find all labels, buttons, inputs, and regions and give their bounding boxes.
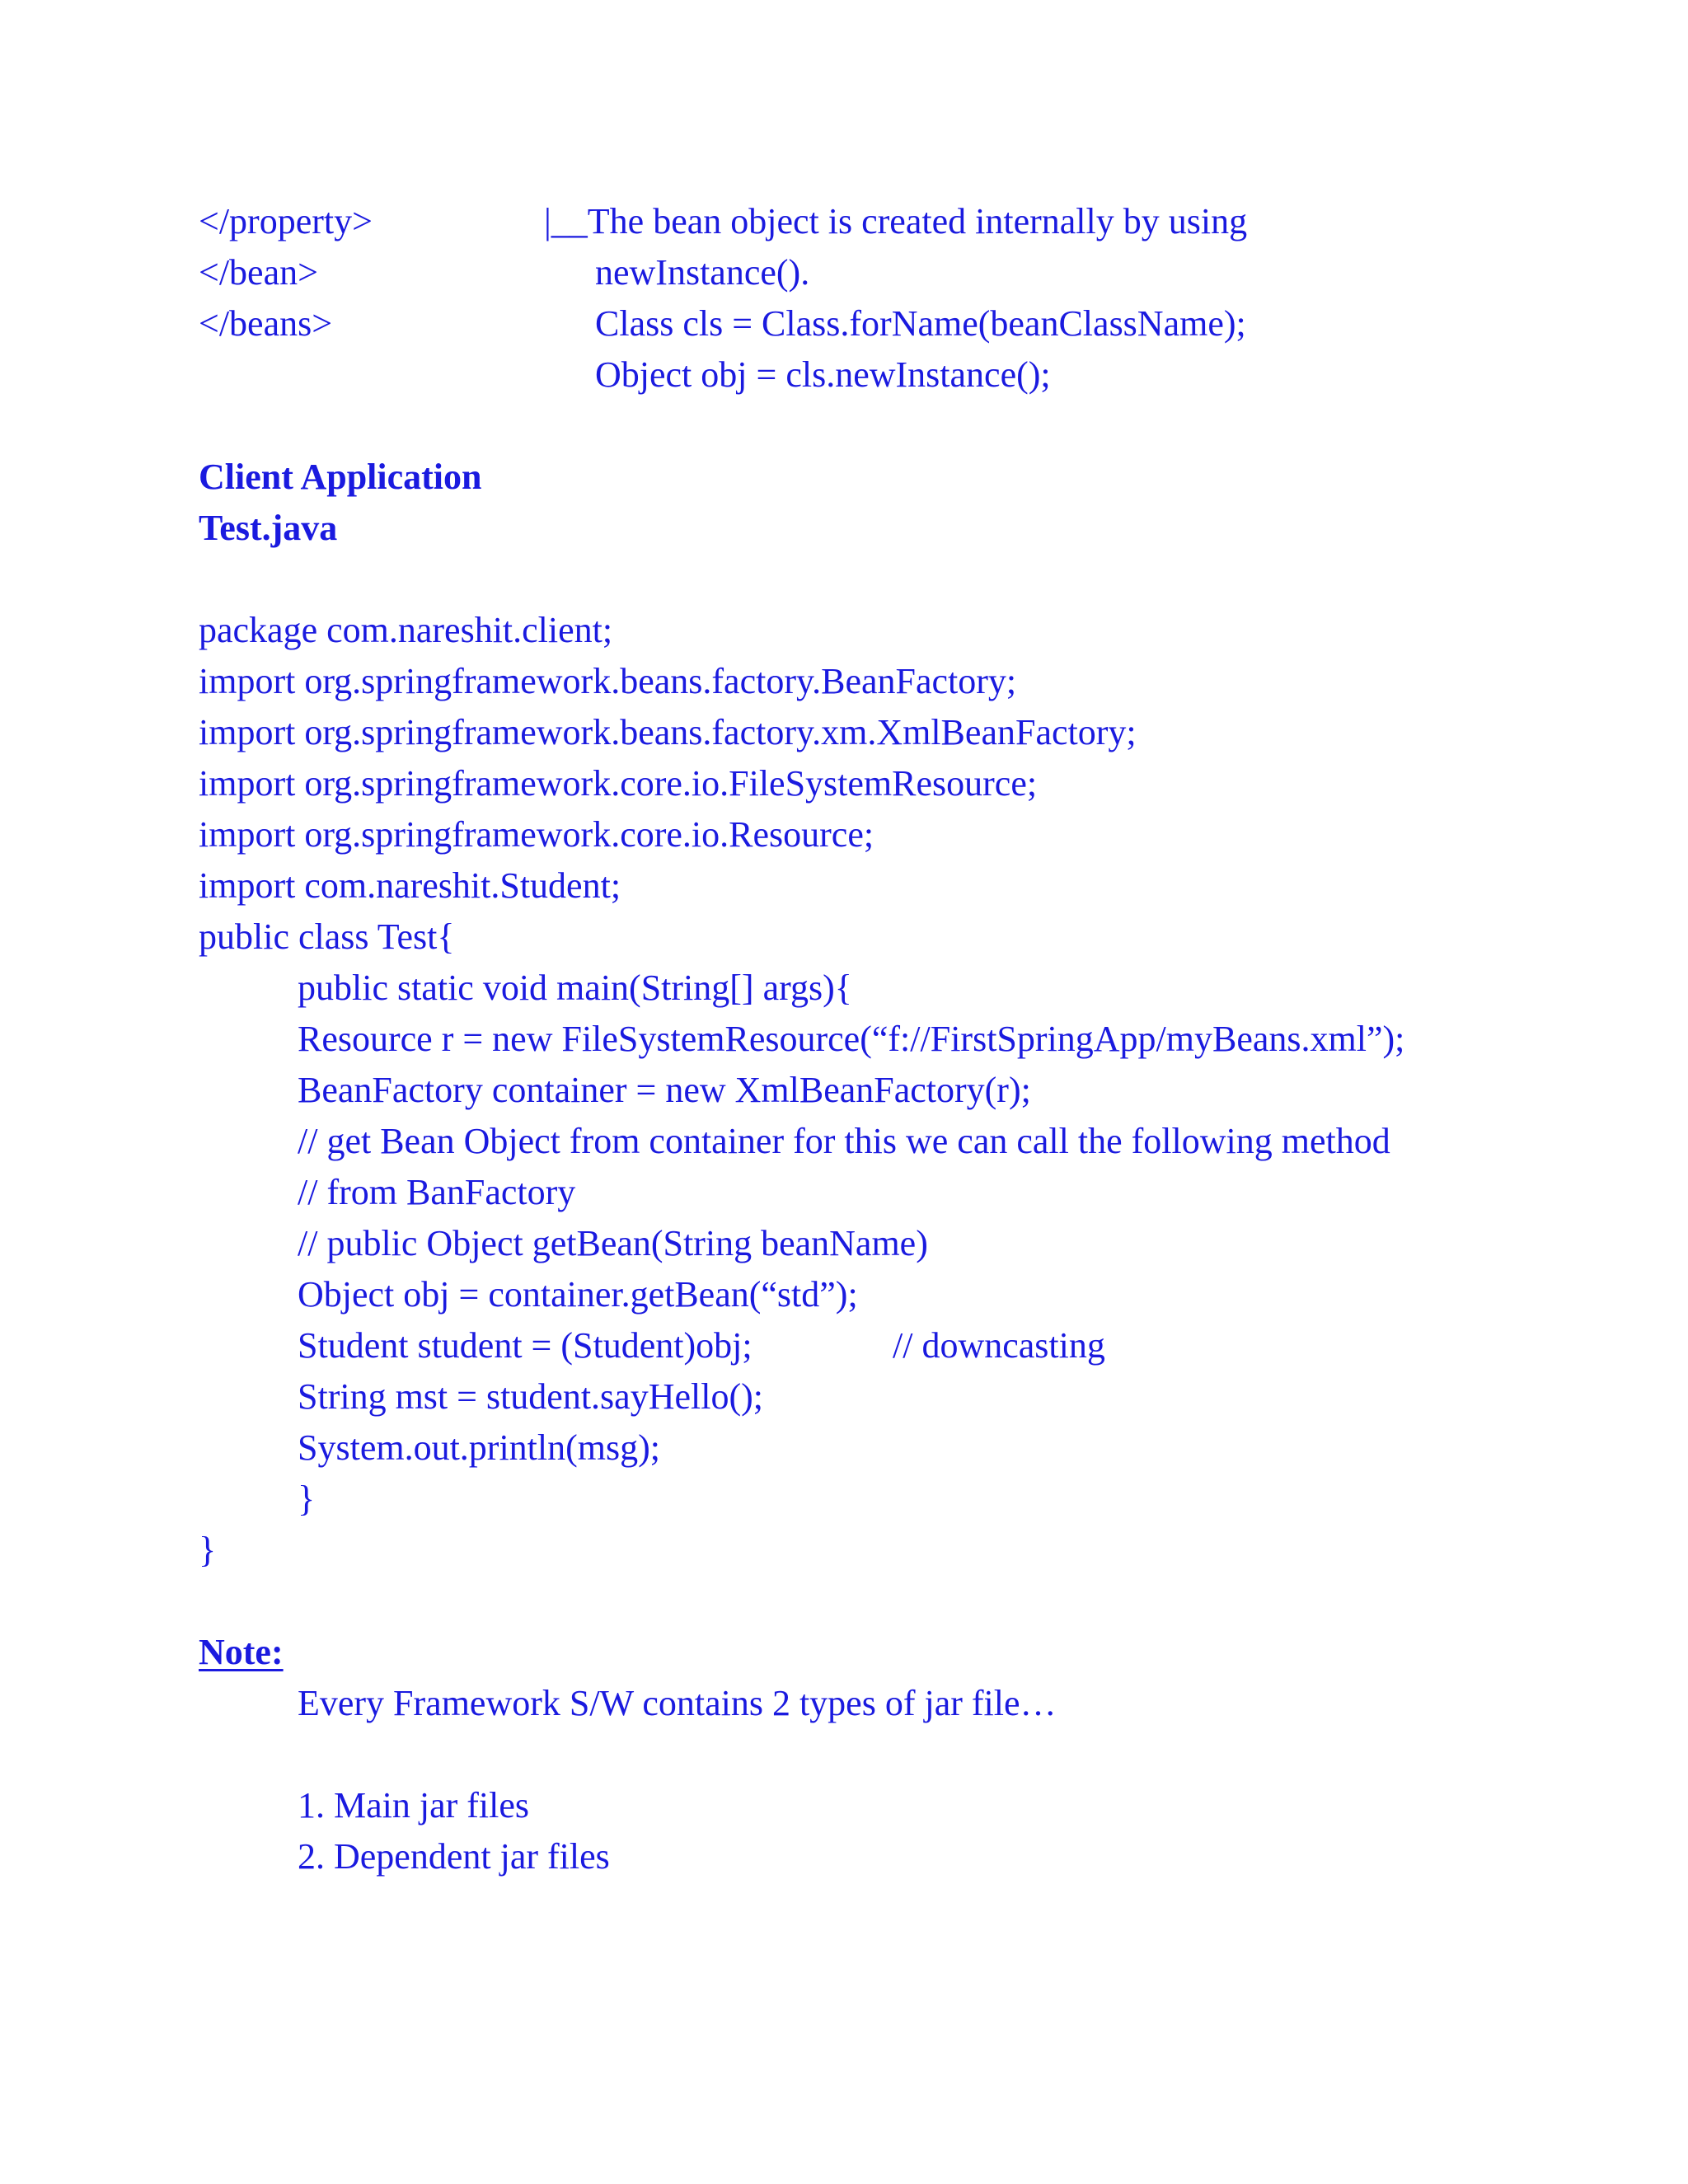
code-line-sayhello: String mst = student.sayHello();: [298, 1376, 763, 1417]
code-line-cast: Student student = (Student)obj;: [298, 1325, 753, 1366]
code-line-class-declaration: public class Test{: [199, 916, 455, 957]
code-line-main-method: public static void main(String[] args){: [298, 968, 852, 1008]
code-line-class-close: }: [199, 1530, 217, 1570]
note-list-item-1: 1. Main jar files: [298, 1785, 530, 1825]
explanation-line-4: Object obj = cls.newInstance();: [595, 354, 1051, 395]
closing-bean-tag: </bean>: [199, 252, 318, 293]
code-line-import-filesystemresource: import org.springframework.core.io.FileSystemResource;: [199, 763, 1038, 804]
note-text: Every Framework S/W contains 2 types of jar file…: [298, 1683, 1057, 1723]
code-comment-1: // get Bean Object from container for this we can call the following method: [298, 1121, 1390, 1161]
closing-beans-tag: </beans>: [199, 303, 333, 344]
note-list-item-2: 2. Dependent jar files: [298, 1836, 610, 1877]
code-line-import-xmlbeanfactory: import org.springframework.beans.factory.xm.XmlBeanFactory;: [199, 712, 1137, 752]
code-line-import-student: import com.nareshit.Student;: [199, 865, 621, 906]
closing-property-tag: </property>: [199, 201, 373, 241]
code-line-package: package com.nareshit.client;: [199, 610, 613, 650]
explanation-line-3: Class cls = Class.forName(beanClassName);: [595, 303, 1246, 344]
code-line-container: BeanFactory container = new XmlBeanFactory(r);: [298, 1070, 1031, 1110]
note-heading: Note:: [199, 1632, 284, 1672]
client-application-heading: Client Application: [199, 457, 482, 497]
code-comment-3: // public Object getBean(String beanName): [298, 1223, 928, 1263]
code-comment-downcasting: // downcasting: [893, 1325, 1105, 1366]
explanation-line-2: newInstance().: [595, 252, 810, 293]
code-line-getbean: Object obj = container.getBean(“std”);: [298, 1274, 858, 1315]
explanation-line-1: |__The bean object is created internally by using: [544, 201, 1248, 241]
code-line-method-close: }: [298, 1479, 316, 1519]
code-line-resource: Resource r = new FileSystemResource(“f://FirstSpringApp/myBeans.xml”);: [298, 1019, 1405, 1059]
filename-heading: Test.java: [199, 508, 338, 548]
code-line-import-beanfactory: import org.springframework.beans.factory.BeanFactory;: [199, 661, 1017, 701]
code-line-import-resource: import org.springframework.core.io.Resource;: [199, 814, 874, 855]
code-line-println: System.out.println(msg);: [298, 1427, 660, 1468]
code-comment-2: // from BanFactory: [298, 1172, 576, 1212]
